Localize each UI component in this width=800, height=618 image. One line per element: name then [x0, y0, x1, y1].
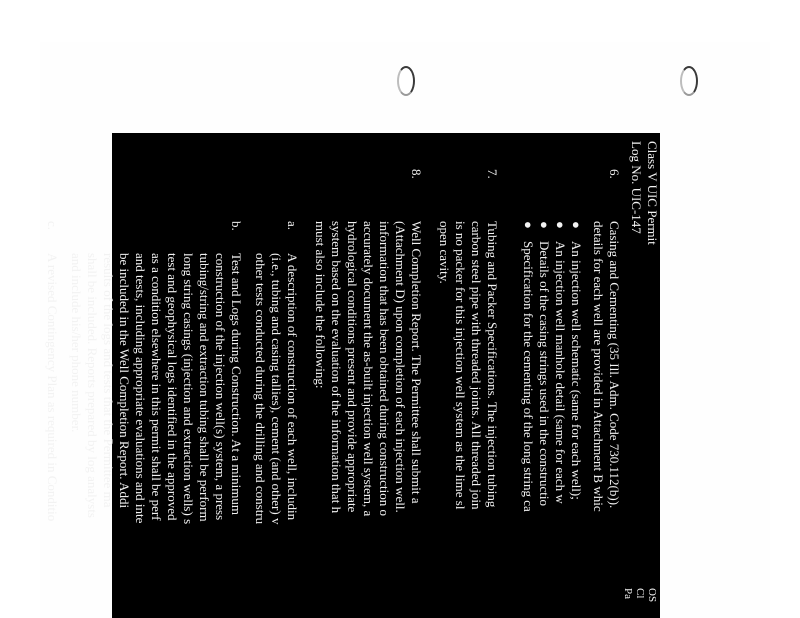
section-7-line: open cavity.	[437, 221, 452, 284]
section-8-line: accurately document the as-built injection well system, a	[361, 221, 376, 517]
item-b-line: and tests, including appropriate evaluations and inte	[133, 253, 148, 524]
header-permit: Class V UIC Permit	[645, 141, 660, 245]
header-right-3: Pa	[622, 588, 634, 599]
header-log-no: Log No. UIC-147	[629, 141, 644, 234]
item-b-label: b.	[229, 221, 244, 231]
item-b-line: long string casings (injection and extraction wells) s	[181, 253, 196, 525]
item-c-line: A revised Contingency Plan as required in Conditio	[45, 253, 60, 522]
bullet-icon: ●	[521, 221, 536, 229]
section-8-number: 8.	[409, 169, 424, 179]
bullet-icon: ●	[569, 221, 584, 229]
section-8-line: system based on the evaluation of the information that h	[329, 221, 344, 514]
section-7-line: is no packer for this injection well system as the lime sl	[453, 221, 468, 510]
section-7-number: 7.	[485, 169, 500, 179]
item-b-line: and include his/her phone number.	[69, 253, 84, 433]
section-8-line: Well Completion Report. The Permittee shall submit a	[409, 221, 424, 504]
header-right-1: OS	[646, 588, 658, 603]
page-header-right	[622, 588, 658, 602]
item-b-line: test and geophysical logs identified in the approved	[165, 253, 180, 521]
item-b-line: shall be included. Reports prepared by log analysts	[85, 253, 100, 518]
section-7-line: carbon steel pipe with threaded joints. All threaded join	[469, 221, 484, 510]
bullet-icon: ●	[553, 221, 568, 229]
item-b-line: construction of the injection well(s) system, a press	[213, 253, 228, 521]
item-b-line: Test and Logs during Construction. At a minimum	[229, 253, 244, 515]
section-6-bullet: An injection well manhole detail (same for each w	[553, 241, 568, 504]
section-6-line: details for each well are provided in Attachment B whic	[591, 221, 606, 512]
item-b-line: be included in the Well Completion Report. Addi	[117, 253, 132, 509]
item-a-line: A description of construction of each well, includin	[285, 253, 300, 521]
punch-hole-right	[680, 66, 698, 96]
section-6-bullet: Details of the casing strings used in the constructio	[537, 241, 552, 507]
page-header	[628, 141, 660, 245]
item-a-label: a.	[285, 221, 300, 231]
punch-hole-left	[397, 66, 415, 96]
scanned-page	[45, 133, 660, 618]
rotated-text-block	[45, 133, 660, 618]
section-6-number: 6.	[607, 169, 622, 179]
section-6-bullet: Specification for the cementing of the long string ca	[521, 241, 536, 512]
section-6-bullet: An injection well schematic (same for each well);	[569, 241, 584, 500]
item-b-line: results of the logs and tests that the Permittee ma	[101, 253, 116, 508]
bullet-icon: ●	[537, 221, 552, 229]
item-a-line: (i.e., tubing and casing tallies), cement (and other) v	[269, 253, 284, 525]
section-8-line: hydrological conditions present and provide appropriate	[345, 221, 360, 513]
section-8-line: must also include the following:	[313, 221, 328, 389]
item-c-label: c.	[45, 221, 60, 231]
section-6-line: Casing and Cementing (35 Ill. Adm. Code 730.112(b)).	[607, 221, 622, 509]
header-right-2: Cl	[634, 588, 646, 599]
section-8-line: information that has been obtained during construction o	[377, 221, 392, 516]
section-7-line: Tubing and Packer Specifications. The injection tubing	[485, 221, 500, 508]
item-a-line: other tests conducted during the drilling and constru	[253, 253, 268, 525]
item-b-line: tubing/string and extraction tubing shall be perform	[197, 253, 212, 522]
item-b-line: as a condition elsewhere in this permit shall be perf	[149, 253, 164, 521]
section-8-line: (Attachment D) upon completion of each injection well.	[393, 221, 408, 513]
